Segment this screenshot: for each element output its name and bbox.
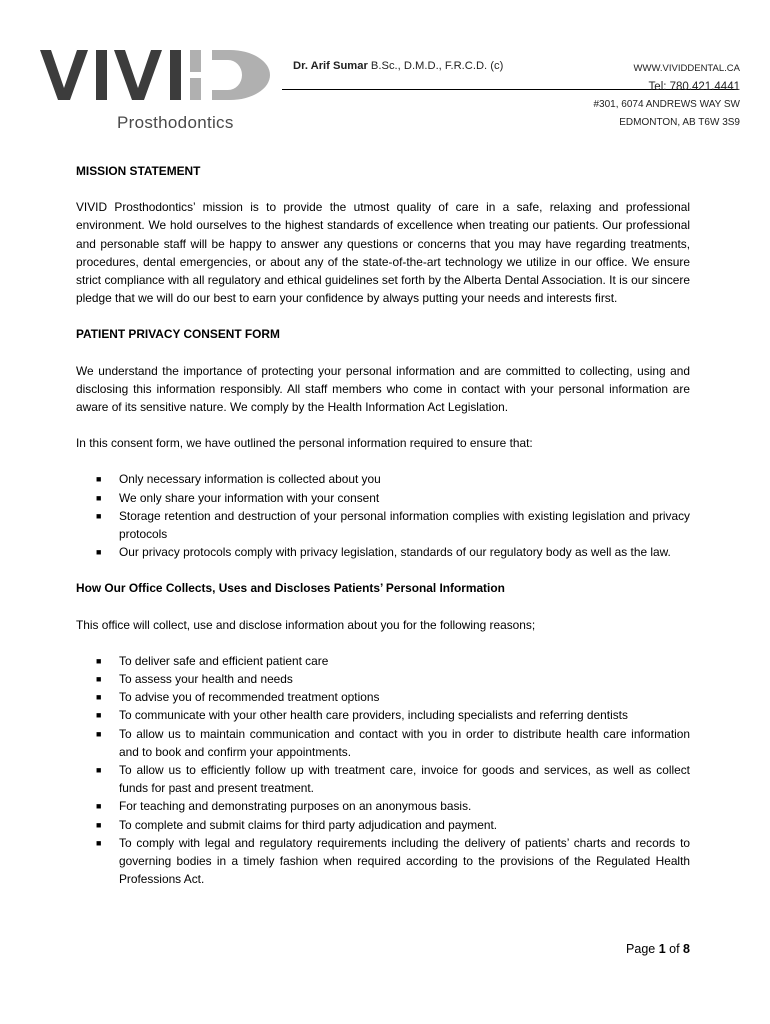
bullet-icon: ■ [96,837,102,848]
list-item: ■ Storage retention and destruction of your personal information complies with existing legislation and privacy protocols [96,508,690,542]
collection-bullet-list [76,652,690,889]
address-line-1: #301, 6074 ANDREWS WAY SW [593,99,740,110]
list-item: ■ To comply with legal and regulatory requirements including the delivery of patients’ charts and records to governing bodies in a timely fashion when required according to the provisions of the Regulated Health Professions Act. [96,835,690,887]
logo [40,50,274,136]
doctor-credentials: B.Sc., D.M.D., F.R.C.D. (c) [367,60,504,72]
bullet-icon: ■ [96,655,102,666]
privacy-bullet-list [76,470,690,561]
list-item: ■ To deliver safe and efficient patient care [76,652,690,670]
doctor-name-line [293,60,503,72]
privacy-paragraph-1: We understand the importance of protecting your personal information and are committed to collecting, using and disclosing this information responsibly. All staff members who come in contact with your personal information are aware of its sensitive nature. We comply by the Health Information Act Legislation. [76,363,690,415]
list-item: ■ For teaching and demonstrating purposes on an anonymous basis. [76,797,690,815]
bullet-icon: ■ [96,819,102,830]
list-item: ■ To communicate with your other health care providers, including specialists and referring dentists [76,706,690,724]
doctor-name: Dr. Arif Sumar [293,60,368,72]
bullet-icon: ■ [96,765,102,776]
bullet-icon: ■ [96,674,102,685]
page-label: Page [626,942,659,956]
list-item: ■ We only share your information with your consent [76,489,690,507]
list-item: ■ To advise you of recommended treatment options [76,688,690,706]
website-link[interactable]: WWW.VIVIDDENTAL.CA [633,63,740,74]
document-body [76,162,690,907]
page-total: 8 [683,942,690,956]
list-item: ■ To assess your health and needs [76,670,690,688]
bullet-icon: ■ [96,692,102,703]
list-item: ■ To allow us to maintain communication and contact with you in order to distribute health care information and to book and confirm your appointments. [96,726,690,759]
bullet-icon: ■ [96,547,102,558]
privacy-heading: PATIENT PRIVACY CONSENT FORM [76,327,280,342]
bullet-icon: ■ [96,492,102,503]
address-line-2: EDMONTON, AB T6W 3S9 [619,117,740,128]
phone-number: Tel: 780.421.4441 [648,81,740,93]
page-number [626,942,690,956]
page-current: 1 [658,942,666,956]
bullet-icon: ■ [96,710,102,721]
list-item: ■ To allow us to efficiently follow up with treatment care, invoice for goods and services, as well as collect funds for past and present treatment. [96,763,690,796]
collection-heading: How Our Office Collects, Uses and Discloses Patients’ Personal Information [76,581,505,596]
logo-subtitle: Prosthodontics [117,113,234,132]
list-item: ■ To complete and submit claims for third party adjudication and payment. [76,816,690,834]
contact-block [593,60,740,132]
list-item: ■ Only necessary information is collected about you [76,470,690,488]
collection-intro: This office will collect, use and disclose information about you for the following reasons; [76,617,536,632]
page-of: of [665,942,684,956]
privacy-paragraph-2: In this consent form, we have outlined the personal information required to ensure that: [76,436,533,451]
mission-paragraph: VIVID Prosthodontics’ mission is to provide the utmost quality of care in a safe, relaxing and professional environment. We hold ourselves to the highest standards of excellence when treating our patients. Our professional and personable staff will be happy to answer any questions or concerns that you may have regarding treatments, procedures, dental emergencies, or about any of the state-of-the-art technology we utilize in our office. We ensure strict compliance with all regulatory and ethical guidelines set forth by the Alberta Dental Association. It is our sincere pledge that we will do our best to earn your confidence by always putting your needs and interests first. [76,200,690,306]
list-item: ■ Our privacy protocols comply with privacy legislation, standards of our regulatory body as well as the law. [76,543,690,561]
bullet-icon: ■ [96,474,102,485]
bullet-icon: ■ [96,510,102,521]
logo-mark [40,50,274,102]
mission-heading: MISSION STATEMENT [76,164,201,178]
bullet-icon: ■ [96,801,102,812]
bullet-icon: ■ [96,728,102,739]
